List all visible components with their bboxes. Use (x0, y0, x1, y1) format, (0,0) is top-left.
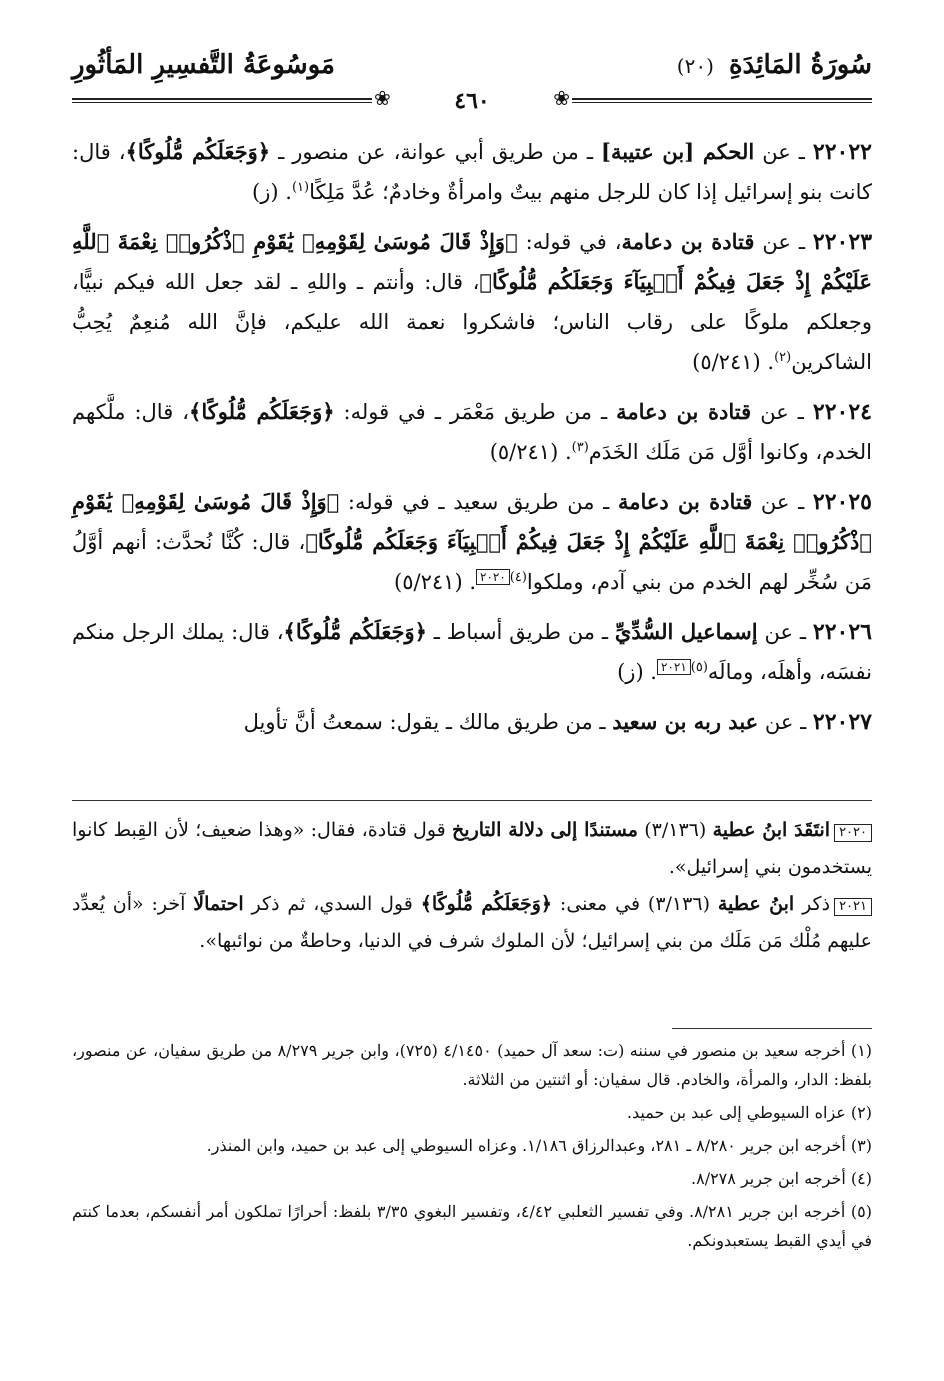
entry-text: ـ عن (752, 490, 813, 514)
quran-verse: ﴿وَجَعَلَكُم مُّلُوكًا﴾ (125, 139, 271, 164)
comments-divider (72, 800, 872, 801)
comment-number-box: ٢٠٢١ (834, 898, 872, 916)
quran-verse: ﴿وَجَعَلَكُم مُّلُوكًا﴾ (189, 399, 335, 424)
surah-title (677, 50, 872, 80)
comment-text: (٣/١٣٦) في معنى: (552, 893, 718, 915)
surah-name: سُورَةُ المَائِدَةِ (728, 50, 872, 80)
hadith-entries (72, 132, 872, 752)
entry-22024 (72, 392, 872, 472)
comment-ref-box[interactable]: ٢٠٢٠ (476, 569, 510, 585)
footnote-marker[interactable]: (٥) (690, 660, 708, 675)
footnote-3: (٣) أخرجه ابن جرير ٨/٢٨٠ ـ ٢٨١، وعبدالرزاق ١/١٨٦. وعزاه السيوطي إلى عبد بن حميد، وابن المنذر. (206, 1136, 872, 1155)
entry-text: ـ من طريق أسباط ـ (426, 620, 615, 644)
entry-ref: . (ز) (617, 660, 657, 684)
comment-text: قول قتادة، فقال: «وهذا ضعيف؛ لأن القِبط كانوا يستخدمون بني إسرائيل». (72, 819, 872, 878)
entry-text: ، قال: ملَّكهم الخدم، وكانوا أوَّل مَن مَلَك الخَدَم (72, 400, 872, 464)
entry-22025 (72, 482, 872, 602)
footnote-marker[interactable]: (٣) (571, 440, 589, 455)
entry-text: ـ عن (758, 710, 813, 734)
entry-text: ـ عن (754, 140, 813, 164)
entry-ref: . (٥/٢٤١) (489, 440, 572, 464)
comment-text: ذكر (794, 893, 831, 915)
footnote-1: (١) أخرجه سعيد بن منصور في سننه (ت: سعد آل حميد) ٤/١٤٥٠ (٧٢٥)، وابن جرير ٨/٢٧٩ من طريق سفيان، عن منصور، بلفظ: الدار، والمرأة، والخادم. قال سفيان: أو اثنتين من الثلاثة. (72, 1041, 873, 1089)
entry-ref: . (ز) (252, 180, 292, 204)
entry-text: ، قال: يملك الرجل منكم نفسَه، وأهلَه، ومالَه (72, 620, 872, 684)
entry-text: ، قال: كُنَّا نُحدَّث: أنهم أوَّلُ مَن سُخِّر لهم الخدم من بني آدم، وملكوا (72, 530, 872, 594)
comment-2021 (72, 886, 872, 960)
entry-22023 (72, 222, 872, 382)
comment-bold: مستندًا إلى دلالة التاريخ (452, 819, 638, 841)
comment-number-box: ٢٠٢٠ (834, 824, 872, 842)
commentary-notes (72, 812, 872, 960)
entry-number: ٢٢٠٢٤ (812, 399, 872, 425)
entry-text: ـ عن (751, 400, 813, 424)
footnote-marker[interactable]: (٢) (774, 350, 792, 365)
narrator: الحكم [بن عتيبة] (601, 139, 755, 164)
narrator: قتادة بن دعامة (621, 229, 755, 254)
entry-text: ـ من طريق أبي عوانة، عن منصور ـ (270, 140, 602, 164)
comment-text: قول السدي، ثم ذكر (243, 893, 421, 915)
entry-22022 (72, 132, 872, 212)
surah-number: (٢٠) (676, 54, 714, 78)
footnote-marker[interactable]: (٤) (509, 570, 527, 585)
entry-number: ٢٢٠٢٥ (812, 489, 872, 515)
quran-verse: ﴿وَإِذْ قَالَ مُوسَىٰ لِقَوْمِهِۦ يَٰقَوْمِ ٱذْكُرُوا۟ نِعْمَةَ ٱللَّهِ عَلَيْكُمْ إِذْ جَعَلَ فِيكُمْ أَنۢبِيَآءَ وَجَعَلَكُم مُّلُوكًا﴾ (72, 489, 872, 554)
narrator: عبد ربه بن سعيد (612, 709, 759, 734)
footnote-2: (٢) عزاه السيوطي إلى عبد بن حميد. (626, 1103, 872, 1122)
comment-bold: ﴿وَجَعَلَكُم مُّلُوكًا﴾ (420, 893, 553, 915)
page-number: ٤٦٠ (454, 88, 490, 114)
comment-text: (٣/١٣٦) (637, 819, 713, 841)
page-header (72, 50, 872, 114)
entry-ref: . (٥/٢٤١) (394, 570, 476, 594)
ornament-icon: ❀ (553, 86, 570, 110)
ornament-icon: ❀ (374, 86, 391, 110)
quran-verse: ﴿وَجَعَلَكُم مُّلُوكًا﴾ (283, 619, 427, 644)
entry-ref: . (٥/٢٤١) (692, 350, 775, 374)
entry-number: ٢٢٠٢٣ (812, 229, 873, 255)
entry-number: ٢٢٠٢٦ (812, 619, 872, 645)
entry-22027 (72, 702, 872, 742)
comment-ref-box[interactable]: ٢٠٢١ (657, 659, 691, 675)
narrator: قتادة بن دعامة (616, 399, 752, 424)
footnotes (72, 1036, 872, 1259)
entry-text: ـ عن (754, 230, 813, 254)
narrator: إسماعيل السُّدِّيِّ (614, 619, 758, 644)
footnote-5: (٥) أخرجه ابن جرير ٨/٢٨١. وفي تفسير الثعلبي ٤/٤٢، وتفسير البغوي ٣/٣٥ بلفظ: أحرارًا تملكون أمر أنفسكم، بعدما كنتم في أيدي القبط يستعبدونكم. (72, 1202, 873, 1250)
header-rule (72, 86, 872, 114)
entry-text: ـ من طريق مالك ـ يقول: سمعتُ أنَّ تأويل (243, 710, 613, 734)
entry-text: ـ عن (757, 620, 813, 644)
comment-bold: احتمالًا (193, 893, 244, 915)
entry-text: ، في قوله: (517, 230, 622, 254)
narrator: قتادة بن دعامة (617, 489, 753, 514)
entry-number: ٢٢٠٢٢ (812, 139, 872, 165)
entry-text: ـ من طريق مَعْمَر ـ في قوله: (334, 400, 617, 424)
comment-bold: انتَقَدَ ابنُ عطية (712, 819, 831, 841)
footnote-4: (٤) أخرجه ابن جرير ٨/٢٧٨. (691, 1169, 872, 1188)
comment-bold: ابنُ عطية (717, 893, 795, 915)
entry-text: ، قال: وأنتم ـ واللهِ ـ لقد جعل الله فيكم نبيًّا، وجعلكم ملوكًا على رقاب الناس؛ فاشكروا نعمة الله عليكم، فإنَّ الله مُنعِمٌ يُحِبُّ الشاكرين (72, 270, 872, 374)
entry-text: ـ من طريق سعيد ـ في قوله: (339, 490, 618, 514)
book-title: مَوسُوعَةُ التَّفسِيرِ المَأثُورِ (72, 50, 335, 80)
entry-22026 (72, 612, 872, 692)
comment-text: آخر: «أن يُعدِّد عليهم مُلْك مَن مَلَك من بني إسرائيل؛ لأن الملوك شرف في الدنيا، وحاطةٌ من نوائبها». (72, 893, 872, 952)
entry-number: ٢٢٠٢٧ (812, 709, 872, 735)
quran-verse: ﴿وَإِذْ قَالَ مُوسَىٰ لِقَوْمِهِۦ يَٰقَوْمِ ٱذْكُرُوا۟ نِعْمَةَ ٱللَّهِ عَلَيْكُمْ إِذْ جَعَلَ فِيكُمْ أَنۢبِيَآءَ وَجَعَلَكُم مُّلُوكًا﴾ (72, 229, 872, 294)
rule-left (72, 98, 372, 103)
footnote-marker[interactable]: (١) (291, 180, 310, 195)
comment-2020 (72, 812, 872, 886)
entry-text: ، قال: كانت بنو إسرائيل إذا كان للرجل منهم بيتٌ وامرأةٌ وخادمٌ؛ عُدَّ مَلِكًا (72, 140, 872, 204)
footnotes-divider (672, 1028, 872, 1029)
